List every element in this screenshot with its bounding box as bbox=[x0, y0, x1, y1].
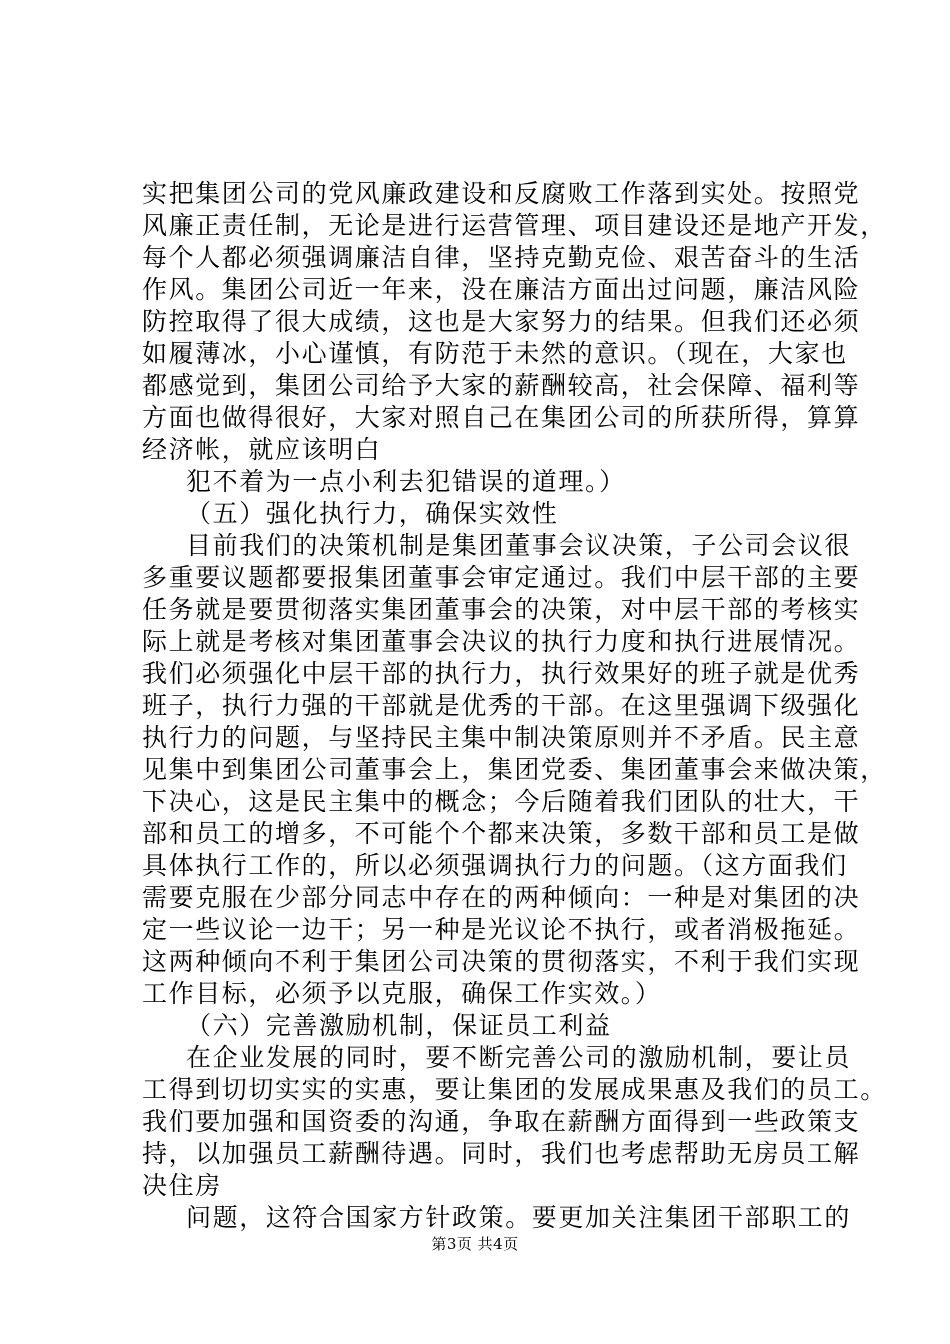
text-line: 工得到切切实实的实惠，要让集团的发展成果惠及我们的员工。 bbox=[142, 1075, 887, 1104]
text-line: 作风。集团公司近一年来，没在廉洁方面出过问题，廉洁风险 bbox=[142, 275, 861, 304]
text-line: 决住房 bbox=[142, 1171, 222, 1200]
text-line: 任务就是要贯彻落实集团董事会的决策，对中层干部的考核实 bbox=[142, 595, 861, 624]
text-line: 方面也做得很好，大家对照自己在集团公司的所获所得，算算 bbox=[142, 403, 861, 432]
text-line: 具体执行工作的，所以必须强调执行力的问题。（这方面我们 bbox=[142, 851, 848, 880]
text-line: 我们要加强和国资委的沟通，争取在薪酬方面得到一些政策支 bbox=[142, 1107, 861, 1136]
text-line: 执行力的问题，与坚持民主集中制决策原则并不矛盾。民主意 bbox=[142, 723, 861, 752]
text-line: 际上就是考核对集团董事会决议的执行力度和执行进展情况。 bbox=[142, 627, 861, 656]
text-line: 定一些议论一边干；另一种是光议论不执行，或者消极拖延。 bbox=[142, 915, 861, 944]
text-line: （六）完善激励机制，保证员工利益 bbox=[186, 1011, 612, 1040]
text-line: （五）强化执行力，确保实效性 bbox=[186, 499, 559, 528]
text-line: 防控取得了很大成绩，这也是大家努力的结果。但我们还必须 bbox=[142, 307, 861, 336]
body-text bbox=[142, 178, 887, 1234]
page-footer: 第3页 共4页 bbox=[431, 1235, 519, 1253]
text-line: 见集中到集团公司董事会上，集团党委、集团董事会来做决策， bbox=[142, 755, 887, 784]
text-line: 经济帐，就应该明白 bbox=[142, 435, 382, 464]
text-line: 如履薄冰，小心谨慎，有防范于未然的意识。（现在，大家也 bbox=[142, 339, 848, 368]
text-line: 问题，这符合国家方针政策。要更加关注集团干部职工的 bbox=[186, 1203, 852, 1232]
text-line: 工作目标，必须予以克服，确保工作实效。） bbox=[142, 979, 662, 1008]
text-line: 我们必须强化中层干部的执行力，执行效果好的班子就是优秀 bbox=[142, 659, 861, 688]
text-line: 风廉正责任制，无论是进行运营管理、项目建设还是地产开发， bbox=[142, 211, 887, 240]
text-line: 多重要议题都要报集团董事会审定通过。我们中层干部的主要 bbox=[142, 563, 861, 592]
text-line: 实把集团公司的党风廉政建设和反腐败工作落到实处。按照党 bbox=[142, 179, 861, 208]
text-line: 目前我们的决策机制是集团董事会议决策，子公司会议很 bbox=[186, 531, 852, 560]
text-line: 犯不着为一点小利去犯错误的道理。） bbox=[186, 467, 626, 496]
text-line: 都感觉到，集团公司给予大家的薪酬较高，社会保障、福利等 bbox=[142, 371, 861, 400]
text-line: 在企业发展的同时，要不断完善公司的激励机制，要让员 bbox=[186, 1043, 852, 1072]
text-line: 部和员工的增多，不可能个个都来决策，多数干部和员工是做 bbox=[142, 819, 861, 848]
text-line: 每个人都必须强调廉洁自律，坚持克勤克俭、艰苦奋斗的生活 bbox=[142, 243, 861, 272]
text-line: 需要克服在少部分同志中存在的两种倾向：一种是对集团的决 bbox=[142, 883, 861, 912]
text-line: 持，以加强员工薪酬待遇。同时，我们也考虑帮助无房员工解 bbox=[142, 1139, 861, 1168]
text-line: 班子，执行力强的干部就是优秀的干部。在这里强调下级强化 bbox=[142, 691, 861, 720]
text-line: 下决心，这是民主集中的概念；今后随着我们团队的壮大，干 bbox=[142, 787, 861, 816]
text-line: 这两种倾向不利于集团公司决策的贯彻落实，不利于我们实现 bbox=[142, 947, 861, 976]
